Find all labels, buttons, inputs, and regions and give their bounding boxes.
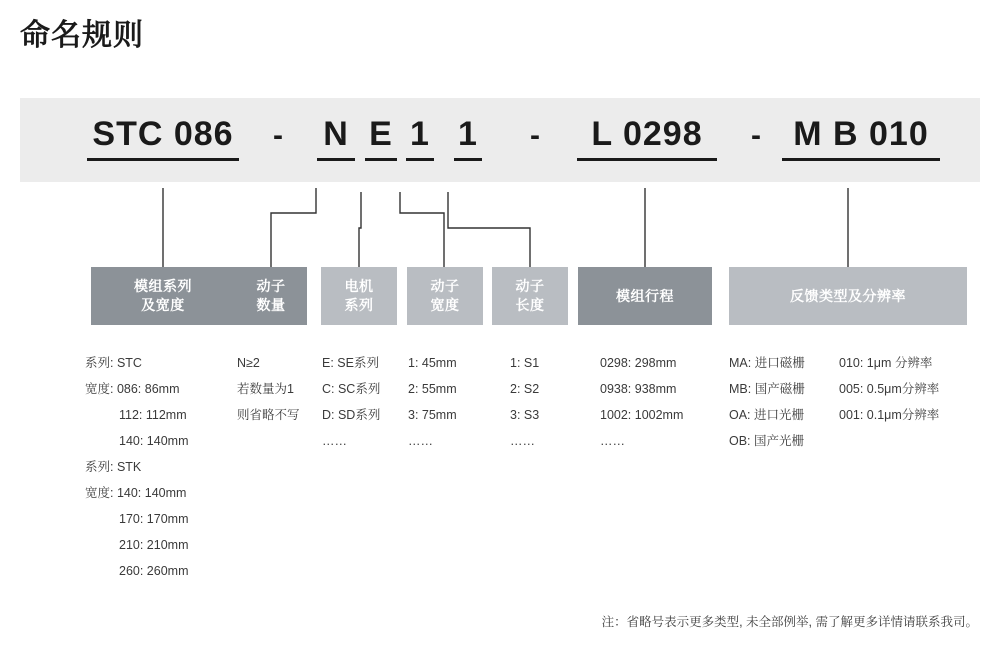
code-token-mover-count: N (317, 114, 355, 161)
legend-line: MA: 进口磁栅 (729, 356, 805, 370)
legend-line: 2: S2 (510, 382, 540, 396)
legend-line: 系列: STC (85, 356, 142, 370)
legend-line: OA: 进口光栅 (729, 408, 805, 422)
category-label: 动子 宽度 (430, 278, 460, 313)
legend-line: …… (322, 434, 347, 448)
category-module-stroke (578, 267, 712, 325)
category-label: 电机 系列 (344, 278, 374, 313)
legend-line: 3: 75mm (408, 408, 457, 422)
code-dash-1: - (273, 119, 283, 152)
legend-line: …… (510, 434, 535, 448)
code-token-module-stroke: L 0298 (577, 114, 717, 161)
legend-line: 1: 45mm (408, 356, 457, 370)
legend-feedback-type (729, 350, 805, 454)
legend-mover-width (408, 350, 457, 454)
legend-line: 112: 112mm (119, 408, 187, 422)
legend-mover-length (510, 350, 539, 454)
legend-line: 1: S1 (510, 356, 540, 370)
legend-line: OB: 国产光栅 (729, 434, 805, 448)
legend-line: 宽度: 086: 86mm (85, 382, 180, 396)
legend-line: 1002: 1002mm (600, 408, 684, 422)
legend-line: 系列: STK (85, 460, 142, 474)
legend-line: 260: 260mm (119, 564, 189, 578)
legend-line: 2: 55mm (408, 382, 457, 396)
category-feedback-type-resolution (729, 267, 967, 325)
category-mover-length (492, 267, 568, 325)
legend-line: 010: 1μm 分辨率 (839, 356, 933, 370)
code-token-motor-series: E (365, 114, 397, 161)
legend-line: N≥2 (237, 356, 260, 370)
legend-line: 210: 210mm (119, 538, 189, 552)
legend-line: 3: S3 (510, 408, 540, 422)
legend-line: …… (408, 434, 433, 448)
category-label: 模组行程 (616, 287, 674, 304)
code-dash-3: - (751, 119, 761, 152)
naming-code-banner (20, 98, 980, 182)
legend-line: 0938: 938mm (600, 382, 677, 396)
legend-line: MB: 国产磁栅 (729, 382, 805, 396)
category-label: 动子 长度 (515, 278, 545, 313)
category-label: 动子 数量 (256, 278, 286, 313)
category-label: 模组系列 及宽度 (134, 278, 192, 313)
category-label: 反馈类型及分辨率 (790, 287, 906, 304)
legend-line: E: SE系列 (322, 356, 379, 370)
legend-mover-count (237, 350, 300, 428)
legend-line: D: SD系列 (322, 408, 381, 422)
legend-line: 0298: 298mm (600, 356, 677, 370)
category-module-series-width (91, 267, 235, 325)
legend-line: 140: 140mm (119, 434, 189, 448)
legend-module-series-width (85, 350, 188, 584)
legend-line: 001: 0.1μm分辨率 (839, 408, 940, 422)
legend-resolution (839, 350, 939, 428)
legend-module-stroke (600, 350, 683, 454)
legend-line: …… (600, 434, 625, 448)
footnote: 注：省略号表示更多类型, 未全部例举, 需了解更多详情请联系我司。 (601, 615, 978, 629)
legend-line: 170: 170mm (119, 512, 189, 526)
code-token-mover-width: 1 (406, 114, 434, 161)
page-title: 命名规则 (20, 19, 144, 52)
legend-line: 若数量为1 (237, 382, 294, 396)
legend-line: 005: 0.5μm分辨率 (839, 382, 940, 396)
code-dash-2: - (530, 119, 540, 152)
legend-line: C: SC系列 (322, 382, 381, 396)
category-mover-count (235, 267, 307, 325)
category-mover-width (407, 267, 483, 325)
code-token-mover-length: 1 (454, 114, 482, 161)
legend-line: 宽度: 140: 140mm (85, 486, 187, 500)
legend-motor-series (322, 350, 380, 454)
code-token-feedback: M B 010 (782, 114, 940, 161)
category-motor-series (321, 267, 397, 325)
legend-line: 则省略不写 (237, 408, 300, 422)
code-token-module-series: STC 086 (87, 114, 239, 161)
